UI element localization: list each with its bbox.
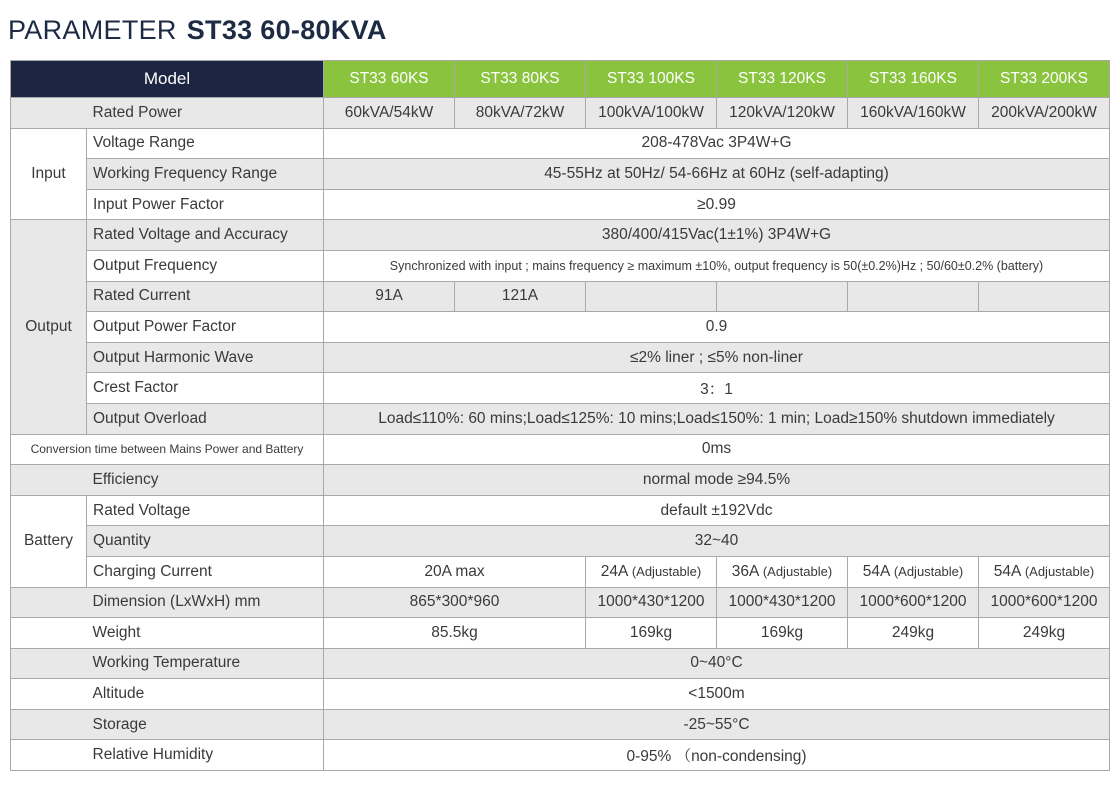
- row-label: Relative Humidity: [87, 740, 324, 771]
- row-label: Altitude: [87, 679, 324, 710]
- table-row: [11, 128, 1110, 159]
- cell-value: 0-95% （non-condensing): [324, 740, 1110, 771]
- row-label: Working Temperature: [87, 648, 324, 679]
- cell-value: 100kVA/100kW: [586, 98, 717, 129]
- cell-value: default ±192Vdc: [324, 495, 1110, 526]
- row-label: Weight: [87, 618, 324, 649]
- model-name: ST33 120KS: [717, 61, 848, 98]
- table-row: [11, 312, 1110, 343]
- cell-value: Synchronized with input ; mains frequency ≥ maximum ±10%, output frequency is 50(±0.2%)Hz ; 50/60±0.2% (battery): [324, 250, 1110, 281]
- table-row: [11, 679, 1110, 710]
- cell-value: 1000*430*1200: [586, 587, 717, 618]
- table-row: [11, 709, 1110, 740]
- cell-value: -25~55°C: [324, 709, 1110, 740]
- page-title: [8, 15, 387, 46]
- table-row: [11, 220, 1110, 251]
- table-row: [11, 373, 1110, 404]
- row-label: Input Power Factor: [87, 189, 324, 220]
- cell-value: 20A max: [324, 556, 586, 587]
- cell-value: 200kVA/200kW: [979, 98, 1110, 129]
- cell-value: 1000*430*1200: [717, 587, 848, 618]
- cell-value: 380/400/415Vac(1±1%) 3P4W+G: [324, 220, 1110, 251]
- table-row: [11, 556, 1110, 587]
- cell-value: 1000*600*1200: [979, 587, 1110, 618]
- group-label-output: Output: [11, 220, 87, 434]
- table-row: [11, 465, 1110, 496]
- cell-value: [979, 281, 1110, 312]
- row-label: Output Overload: [87, 403, 324, 434]
- table-row: [11, 159, 1110, 190]
- table-row: [11, 648, 1110, 679]
- cell-value: 36A (Adjustable): [717, 556, 848, 587]
- row-label: Rated Power: [87, 98, 324, 129]
- table-row: [11, 281, 1110, 312]
- cell-value: 120kVA/120kW: [717, 98, 848, 129]
- cell-value: 1000*600*1200: [848, 587, 979, 618]
- cell-value: 91A: [324, 281, 455, 312]
- table-row: [11, 526, 1110, 557]
- title-model: ST33 60-80KVA: [186, 15, 387, 45]
- table-row: [11, 618, 1110, 649]
- model-name: ST33 60KS: [324, 61, 455, 98]
- row-label: Output Harmonic Wave: [87, 342, 324, 373]
- row-label: Output Frequency: [87, 250, 324, 281]
- cell-value: [848, 281, 979, 312]
- group-label-battery: Battery: [11, 495, 87, 587]
- cell-value: 0~40°C: [324, 648, 1110, 679]
- cell-value: 85.5kg: [324, 618, 586, 649]
- cell-value: 80kVA/72kW: [455, 98, 586, 129]
- row-label: Rated Voltage and Accuracy: [87, 220, 324, 251]
- cell-value: [586, 281, 717, 312]
- cell-value: 54A (Adjustable): [848, 556, 979, 587]
- row-label: Rated Current: [87, 281, 324, 312]
- row-label: Output Power Factor: [87, 312, 324, 343]
- cell-value: ≤2% liner ; ≤5% non-liner: [324, 342, 1110, 373]
- cell-value: Load≤110%: 60 mins;Load≤125%: 10 mins;Load≤150%: 1 min; Load≥150% shutdown immediately: [324, 403, 1110, 434]
- group-label-input: Input: [11, 128, 87, 220]
- cell-value: 24A (Adjustable): [586, 556, 717, 587]
- model-name: ST33 80KS: [455, 61, 586, 98]
- cell-value: normal mode ≥94.5%: [324, 465, 1110, 496]
- model-name: ST33 200KS: [979, 61, 1110, 98]
- table-row: [11, 434, 1110, 465]
- model-name: ST33 100KS: [586, 61, 717, 98]
- row-label: Storage: [87, 709, 324, 740]
- row-label: Efficiency: [87, 465, 324, 496]
- cell-value: 0ms: [324, 434, 1110, 465]
- row-label: Quantity: [87, 526, 324, 557]
- table-row: [11, 189, 1110, 220]
- cell-value: 249kg: [848, 618, 979, 649]
- model-header: Model: [11, 61, 324, 98]
- cell-value: 160kVA/160kW: [848, 98, 979, 129]
- table-row: [11, 403, 1110, 434]
- cell-value: ≥0.99: [324, 189, 1110, 220]
- table-row: [11, 342, 1110, 373]
- cell-value: 169kg: [586, 618, 717, 649]
- row-label: Conversion time between Mains Power and Battery: [11, 434, 324, 465]
- cell-value: 54A (Adjustable): [979, 556, 1110, 587]
- cell-value: 3：1: [324, 373, 1110, 404]
- title-prefix: PARAMETER: [8, 15, 177, 45]
- cell-value: 169kg: [717, 618, 848, 649]
- table-row: [11, 740, 1110, 771]
- cell-value: 60kVA/54kW: [324, 98, 455, 129]
- cell-value: <1500m: [324, 679, 1110, 710]
- cell-value: 0.9: [324, 312, 1110, 343]
- row-label: Rated Voltage: [87, 495, 324, 526]
- table-row: [11, 495, 1110, 526]
- cell-value: 32~40: [324, 526, 1110, 557]
- spec-table: [10, 60, 1110, 771]
- table-row: [11, 250, 1110, 281]
- row-label: Charging Current: [87, 556, 324, 587]
- row-label: Working Frequency Range: [87, 159, 324, 190]
- table-row: [11, 98, 1110, 129]
- cell-value: 121A: [455, 281, 586, 312]
- model-name: ST33 160KS: [848, 61, 979, 98]
- cell-value: 208-478Vac 3P4W+G: [324, 128, 1110, 159]
- cell-value: 865*300*960: [324, 587, 586, 618]
- row-label: Dimension (LxWxH) mm: [87, 587, 324, 618]
- cell-value: 249kg: [979, 618, 1110, 649]
- cell-value: [717, 281, 848, 312]
- table-row: [11, 587, 1110, 618]
- row-label: Crest Factor: [87, 373, 324, 404]
- cell-value: 45-55Hz at 50Hz/ 54-66Hz at 60Hz (self-adapting): [324, 159, 1110, 190]
- row-label: Voltage Range: [87, 128, 324, 159]
- header-row: [11, 61, 1110, 98]
